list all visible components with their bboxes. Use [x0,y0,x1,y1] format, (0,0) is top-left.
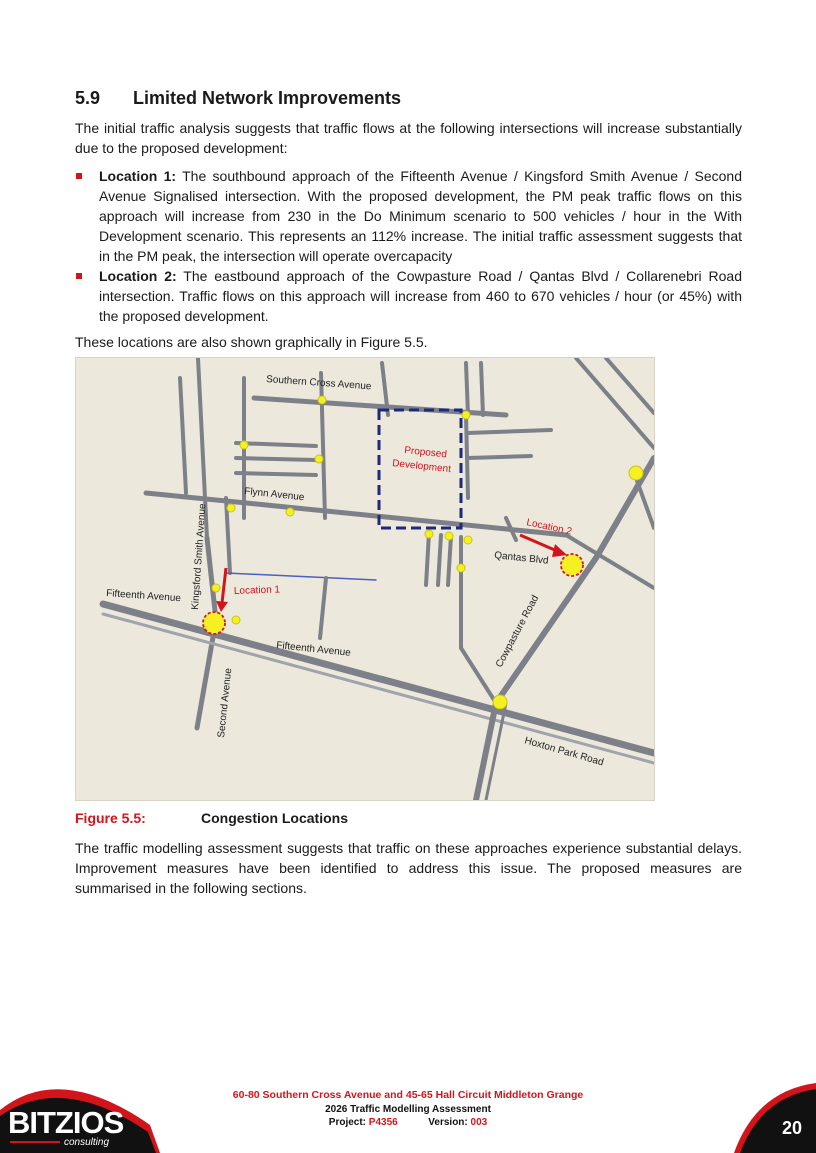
southern-cross-label: Southern Cross Avenue [265,374,372,393]
bullet-icon [76,173,82,179]
bitzios-logo: BITZIOS [8,1105,124,1140]
logo-underline [10,1141,60,1143]
section-title: Limited Network Improvements [133,88,402,108]
version-value: 003 [470,1117,488,1128]
figure-caption [75,810,348,826]
location2-marker [561,554,583,576]
kingsford-label: Kingsford Smith Avenue [190,503,209,611]
footer-page-shape [726,1083,816,1153]
location1-label: Location 1 [233,584,281,597]
section-number: 5.9 [75,88,101,108]
footer-project-title: 60-80 Southern Cross Avenue and 45-65 Hall Circuit Middleton Grange [232,1089,584,1101]
flynn-label: Flynn Avenue [243,486,305,504]
list-item [75,166,742,266]
logo-subtitle: consulting [64,1137,110,1148]
list-item [75,266,742,326]
second-label: Second Avenue [216,667,235,739]
bullet-label: Location 1: [99,168,177,184]
cowpasture-label: Cowpasture Road [493,593,542,670]
section-heading [75,88,401,109]
bullet-icon [76,273,82,279]
bullet-text: The eastbound approach of the Cowpasture Road / Qantas Blvd / Collarenebri Road intersection. Traffic flows on this approach will increase from 460 to 670 vehicles / hour (or 45%) with the proposed development. [99,268,743,324]
location1-arrowhead [216,601,228,612]
location-list [75,166,742,326]
congestion-map [75,357,655,801]
bullet-text: The southbound approach of the Fifteenth Avenue / Kingsford Smith Avenue / Second Avenue Signalised intersection. With the proposed development, the PM peak traffic flows on this approach will increase from 230 in the Do Minimum scenario to 500 vehicles / hour in the With Development scenario. This represents an 112% increase. The initial traffic assessment suggests that in the PM peak, the intersection will operate overcapacity [99,168,743,264]
location1-arrow [222,568,226,603]
location2-arrow [520,535,557,551]
intro-paragraph: The initial traffic analysis suggests that traffic flows at the following intersections will increase substantially due to the proposed development: [75,120,742,156]
fifteenth-left-label: Fifteenth Avenue [105,588,182,605]
footer-report-title: 2026 Traffic Modelling Assessment [325,1104,491,1115]
development-label: Development [391,458,452,476]
map-svg [76,358,654,800]
fifteenth-mid-label: Fifteenth Avenue [275,640,352,659]
figure-reference: These locations are also shown graphically in Figure 5.5. [75,334,428,350]
location2-label: Location 2 [525,517,573,538]
conclusion-paragraph: The traffic modelling assessment suggests that traffic on these approaches experience substantial delays. Improvement measures have been identified to address this issue. The proposed measures are summarised in the following sections. [75,840,742,896]
figure-caption-text: Congestion Locations [201,810,348,826]
hoxton-label: Hoxton Park Road [523,735,605,769]
location2-arrowhead [552,544,567,557]
proposed-label: Proposed [403,445,448,461]
version-label: Version: [428,1117,468,1128]
qantas-label: Qantas Blvd [493,550,550,567]
figure-label: Figure 5.5: [75,810,146,826]
road-network [103,358,654,800]
page-number: 20 [781,1118,802,1138]
location1-marker [203,612,225,634]
project-value: P4356 [368,1117,398,1128]
footer-project-info [0,1117,816,1128]
project-label: Project: [328,1117,367,1128]
bullet-label: Location 2: [99,268,177,284]
